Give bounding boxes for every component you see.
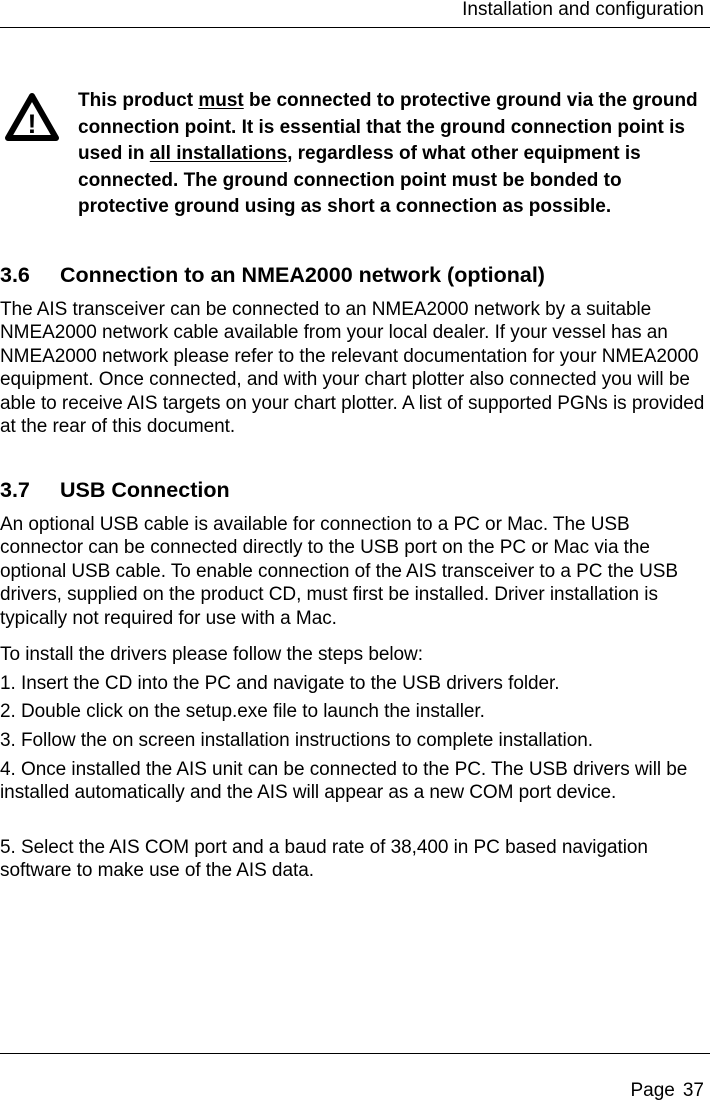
warning-text: This product must be connected to protective ground via the ground connection point. It is essential that the ground connection point is used in all installations, regardless of what other equipment is connected. The ground connection point must be bonded to protective ground using as short a connection as possible. bbox=[78, 90, 698, 217]
section-title: USB Connection bbox=[60, 478, 230, 502]
list-item: 2. Double click on the setup.exe file to launch the installer. bbox=[0, 701, 485, 722]
section-3-6-body: The AIS transceiver can be connected to an NMEA2000 network by a suitable NMEA2000 network cable available from your local dealer. If your vessel has an NMEA2000 network please refer to the relevant documentation for your NMEA2000 equipment. Once connected, and with your chart plotter also connected you will be able to receive AIS targets on your chart plotter. A list of supported PGNs is provided at the rear of this document. bbox=[0, 299, 705, 438]
emphasis-all-installations: all installations bbox=[149, 143, 288, 164]
section-number: 3.7 bbox=[0, 478, 30, 502]
warning-triangle-icon bbox=[4, 92, 60, 144]
footer-divider bbox=[0, 1053, 710, 1054]
header-divider bbox=[0, 27, 710, 28]
section-3-7-intro: An optional USB cable is available for connection to a PC or Mac. The USB connector can be connected directly to the USB port on the PC or Mac via the optional USB cable. To enable connection of the AIS transceiver to a PC the USB drivers, supplied on the product CD, must first be installed. Driver installation is typically not required for use with a Mac. bbox=[0, 514, 679, 629]
emphasis-must: must bbox=[198, 90, 244, 111]
list-item: 5. Select the AIS COM port and a baud rate of 38,400 in PC based navigation software to make use of the AIS data. bbox=[0, 837, 648, 882]
section-title: Connection to an NMEA2000 network (optional) bbox=[60, 263, 545, 287]
steps-intro: To install the drivers please follow the steps below: bbox=[0, 644, 423, 665]
section-heading-3-6 bbox=[0, 262, 545, 288]
header-title: Installation and configuration bbox=[462, 0, 704, 20]
section-heading-3-7 bbox=[0, 477, 230, 503]
list-item: 1. Insert the CD into the PC and navigate to the USB drivers folder. bbox=[0, 673, 560, 694]
list-item: 3. Follow the on screen installation instructions to complete installation. bbox=[0, 730, 593, 751]
section-number: 3.6 bbox=[0, 263, 30, 287]
page-number: Page 37 bbox=[630, 1080, 704, 1101]
svg-text:!: ! bbox=[27, 109, 37, 139]
list-item: 4. Once installed the AIS unit can be connected to the PC. The USB drivers will be installed automatically and the AIS will appear as a new COM port device. bbox=[0, 759, 688, 804]
